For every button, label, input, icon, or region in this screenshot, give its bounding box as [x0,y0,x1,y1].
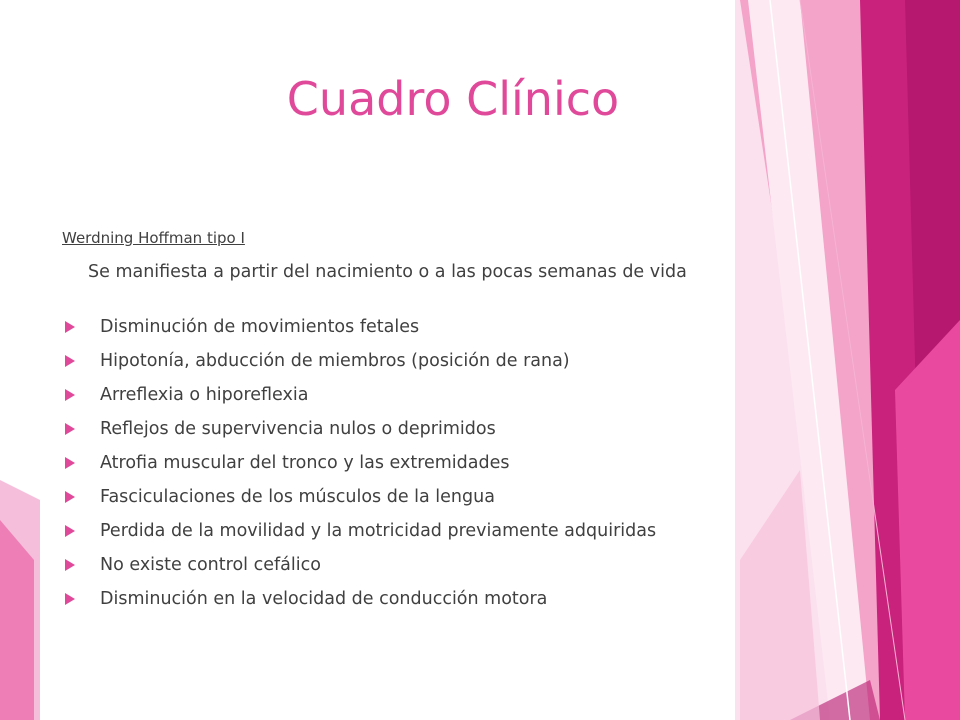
list-item [62,486,742,520]
list-item-text: Perdida de la movilidad y la motricidad previamente adquiridas [100,521,657,541]
triangle-right-icon [65,389,75,401]
triangle-right-icon [65,457,75,469]
list-item-text: Disminución de movimientos fetales [100,317,420,337]
list-item [62,520,742,554]
list-item [62,350,742,384]
list-item-text: Atrofia muscular del tronco y las extremidades [100,453,510,473]
list-item [62,418,742,452]
triangle-right-icon [65,355,75,367]
triangle-right-icon [65,423,75,435]
list-item [62,316,742,350]
deco-shape-hot-wedge [895,320,960,720]
triangle-right-icon [65,525,75,537]
list-item-text: Arreflexia o hiporeflexia [100,385,309,405]
intro-text: Se manifiesta a partir del nacimiento o a las pocas semanas de vida [88,262,687,282]
bullet-list [62,316,742,622]
list-item-text: Hipotonía, abducción de miembros (posición de rana) [100,351,570,371]
page-title: Cuadro Clínico [286,72,620,126]
list-item-text: No existe control cefálico [100,555,321,575]
list-item [62,384,742,418]
list-item [62,452,742,486]
triangle-right-icon [65,321,75,333]
triangle-right-icon [65,559,75,571]
subtitle: Werdning Hoffman tipo I [62,229,245,247]
list-item [62,554,742,588]
triangle-right-icon [65,593,75,605]
list-item-text: Disminución en la velocidad de conducción motora [100,589,548,609]
list-item-text: Reflejos de supervivencia nulos o deprimidos [100,419,496,439]
list-item-text: Fasciculaciones de los músculos de la lengua [100,487,495,507]
list-item [62,588,742,622]
triangle-right-icon [65,491,75,503]
